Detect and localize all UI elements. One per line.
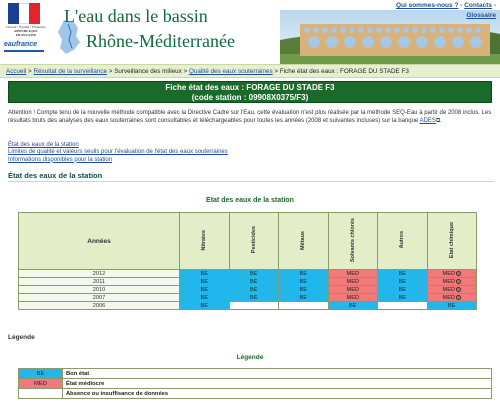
year-cell: 2011 [19, 278, 180, 286]
who-are-we-link[interactable]: Qui sommes-nous ? [395, 2, 459, 9]
breadcrumb-environment-monitoring: Surveillance des milieux [114, 68, 182, 75]
col-header-etat-chimique: Etat chimique [427, 213, 477, 270]
status-cell-autres: BE [378, 294, 428, 302]
status-cell-nitrates: BE [180, 302, 230, 310]
year-cell: 2006 [19, 302, 180, 310]
table-row [19, 270, 477, 278]
table-header-row [19, 213, 477, 270]
ades-link[interactable]: ADES [419, 117, 436, 124]
status-cell-etat-chimique[interactable]: MED ⓘ [427, 278, 477, 286]
status-cell-solvants: MED [328, 270, 378, 278]
status-cell-etat-chimique[interactable]: MED ⓘ [427, 294, 477, 302]
toc-link-limites[interactable]: Limites de qualité et valeurs seuils pour l'évaluation de l'état des eaux souterraines [8, 149, 228, 156]
legend-code-none [19, 389, 63, 399]
info-icon[interactable]: ⓘ [456, 271, 461, 276]
info-icon[interactable]: ⓘ [456, 295, 461, 300]
legend-code-be: BE [19, 369, 63, 379]
status-cell-metaux: BE [279, 294, 329, 302]
legend-title: Légende [236, 354, 264, 361]
breadcrumb-groundwater-quality[interactable]: Qualité des eaux souterraines [188, 68, 273, 75]
table-row [19, 294, 477, 302]
page-title-box [8, 81, 492, 103]
breadcrumb-home[interactable]: Accueil [6, 68, 27, 75]
col-header-pesticides: Pesticides [229, 213, 279, 270]
legend-row [19, 389, 492, 399]
water-status-table [18, 212, 477, 310]
site-title-line2: Rhône-Méditerranée [86, 31, 235, 51]
status-cell-etat-chimique: BE [427, 302, 477, 310]
status-cell-pesticides: BE [229, 294, 279, 302]
legend-code-med: MED [19, 379, 63, 389]
page-title: Fiche état des eaux : FORAGE DU STADE F3 [165, 83, 335, 92]
status-cell-solvants: BE [328, 302, 378, 310]
french-flag-icon [8, 3, 40, 24]
legend-row [19, 379, 492, 389]
legend-table [18, 368, 492, 399]
status-cell-pesticides: BE [229, 286, 279, 294]
legend-text-none: Absence ou insuffisance de données [63, 389, 492, 399]
section-title: État des eaux de la station [8, 171, 103, 180]
toc-link-etat[interactable]: État des eaux de la station [8, 142, 79, 148]
external-link-icon: ⧉ [435, 117, 441, 124]
site-title-line1: L'eau dans le bassin [64, 6, 208, 26]
legend-row [19, 369, 492, 379]
status-cell-nitrates: BE [180, 270, 230, 278]
breadcrumb-current: Fiche état des eaux : FORAGE DU STADE F3 [279, 68, 409, 75]
section-divider [8, 181, 494, 182]
table-caption: Etat des eaux de la station [206, 197, 294, 204]
status-cell-solvants: MED [328, 278, 378, 286]
status-cell-metaux [279, 302, 329, 310]
year-cell: 2010 [19, 286, 180, 294]
contacts-link[interactable]: Contacts [464, 2, 493, 9]
top-links: Qui sommes-nous ? - Contacts - Glossaire [395, 2, 496, 19]
table-of-contents [8, 142, 228, 164]
table-row [19, 278, 477, 286]
table-row [19, 286, 477, 294]
status-cell-pesticides: BE [229, 278, 279, 286]
status-cell-metaux: BE [279, 286, 329, 294]
status-cell-pesticides [229, 302, 279, 310]
year-cell: 2012 [19, 270, 180, 278]
legend-label: Légende [8, 334, 35, 341]
attention-notice: Attention ! Compte tenu de la nouvelle méthode compatible avec la Directive Cadre sur l'Eau, cette évaluation n'est plus réalisée par la méthode SEQ-Eau à partir de 2008 inclus. Les résultats bruts des analyses des eaux souterraines sont consultables et téléchargeables pour toutes les années (2008 et suivantes incluses) sur la banque ADES⧉. [8, 110, 492, 124]
col-header-solvants: Solvants chlorés [328, 213, 378, 270]
status-cell-autres: BE [378, 278, 428, 286]
republique-francaise-logo[interactable] [4, 3, 46, 61]
status-cell-etat-chimique[interactable]: MED ⓘ [427, 270, 477, 278]
toc-link-informations[interactable]: Informations disponibles pour la station [8, 156, 113, 163]
info-icon[interactable]: ⓘ [456, 279, 461, 284]
legend-text-med: État médiocre [63, 379, 492, 389]
status-cell-etat-chimique[interactable]: MED ⓘ [427, 286, 477, 294]
status-cell-pesticides: BE [229, 270, 279, 278]
status-cell-autres [378, 302, 428, 310]
eaufrance-logo: eaufrance [4, 41, 38, 48]
table-row [19, 302, 477, 310]
status-cell-nitrates: BE [180, 294, 230, 302]
glossary-link[interactable]: Glossaire [466, 12, 496, 19]
info-icon[interactable]: ⓘ [456, 287, 461, 292]
station-code: (code station : 09908X0375/F3) [191, 93, 309, 102]
breadcrumb: Accueil > Résultat de la surveillance > Surveillance des milieux > Qualité des eaux souterraines > Fiche état des eaux : FORAGE DU STADE F3 [0, 64, 500, 78]
site-header [0, 0, 500, 64]
status-cell-solvants: MED [328, 294, 378, 302]
status-cell-autres: BE [378, 286, 428, 294]
legend-text-be: Bon état [63, 369, 492, 379]
breadcrumb-surveillance-results[interactable]: Résultat de la surveillance [33, 68, 108, 75]
eaufrance-underline [4, 50, 44, 52]
status-cell-metaux: BE [279, 278, 329, 286]
col-header-nitrates: Nitrates [180, 213, 230, 270]
col-header-autres: Autres [378, 213, 428, 270]
status-cell-nitrates: BE [180, 286, 230, 294]
col-header-years: Années [19, 213, 180, 270]
logo-motto: Liberté • Égalité • Fraternité RÉPUBLIQUE FRANÇAISE [6, 25, 46, 37]
col-header-metaux: Métaux [279, 213, 329, 270]
status-cell-nitrates: BE [180, 278, 230, 286]
status-cell-autres: BE [378, 270, 428, 278]
year-cell: 2007 [19, 294, 180, 302]
status-cell-solvants: MED [328, 286, 378, 294]
status-cell-metaux: BE [279, 270, 329, 278]
